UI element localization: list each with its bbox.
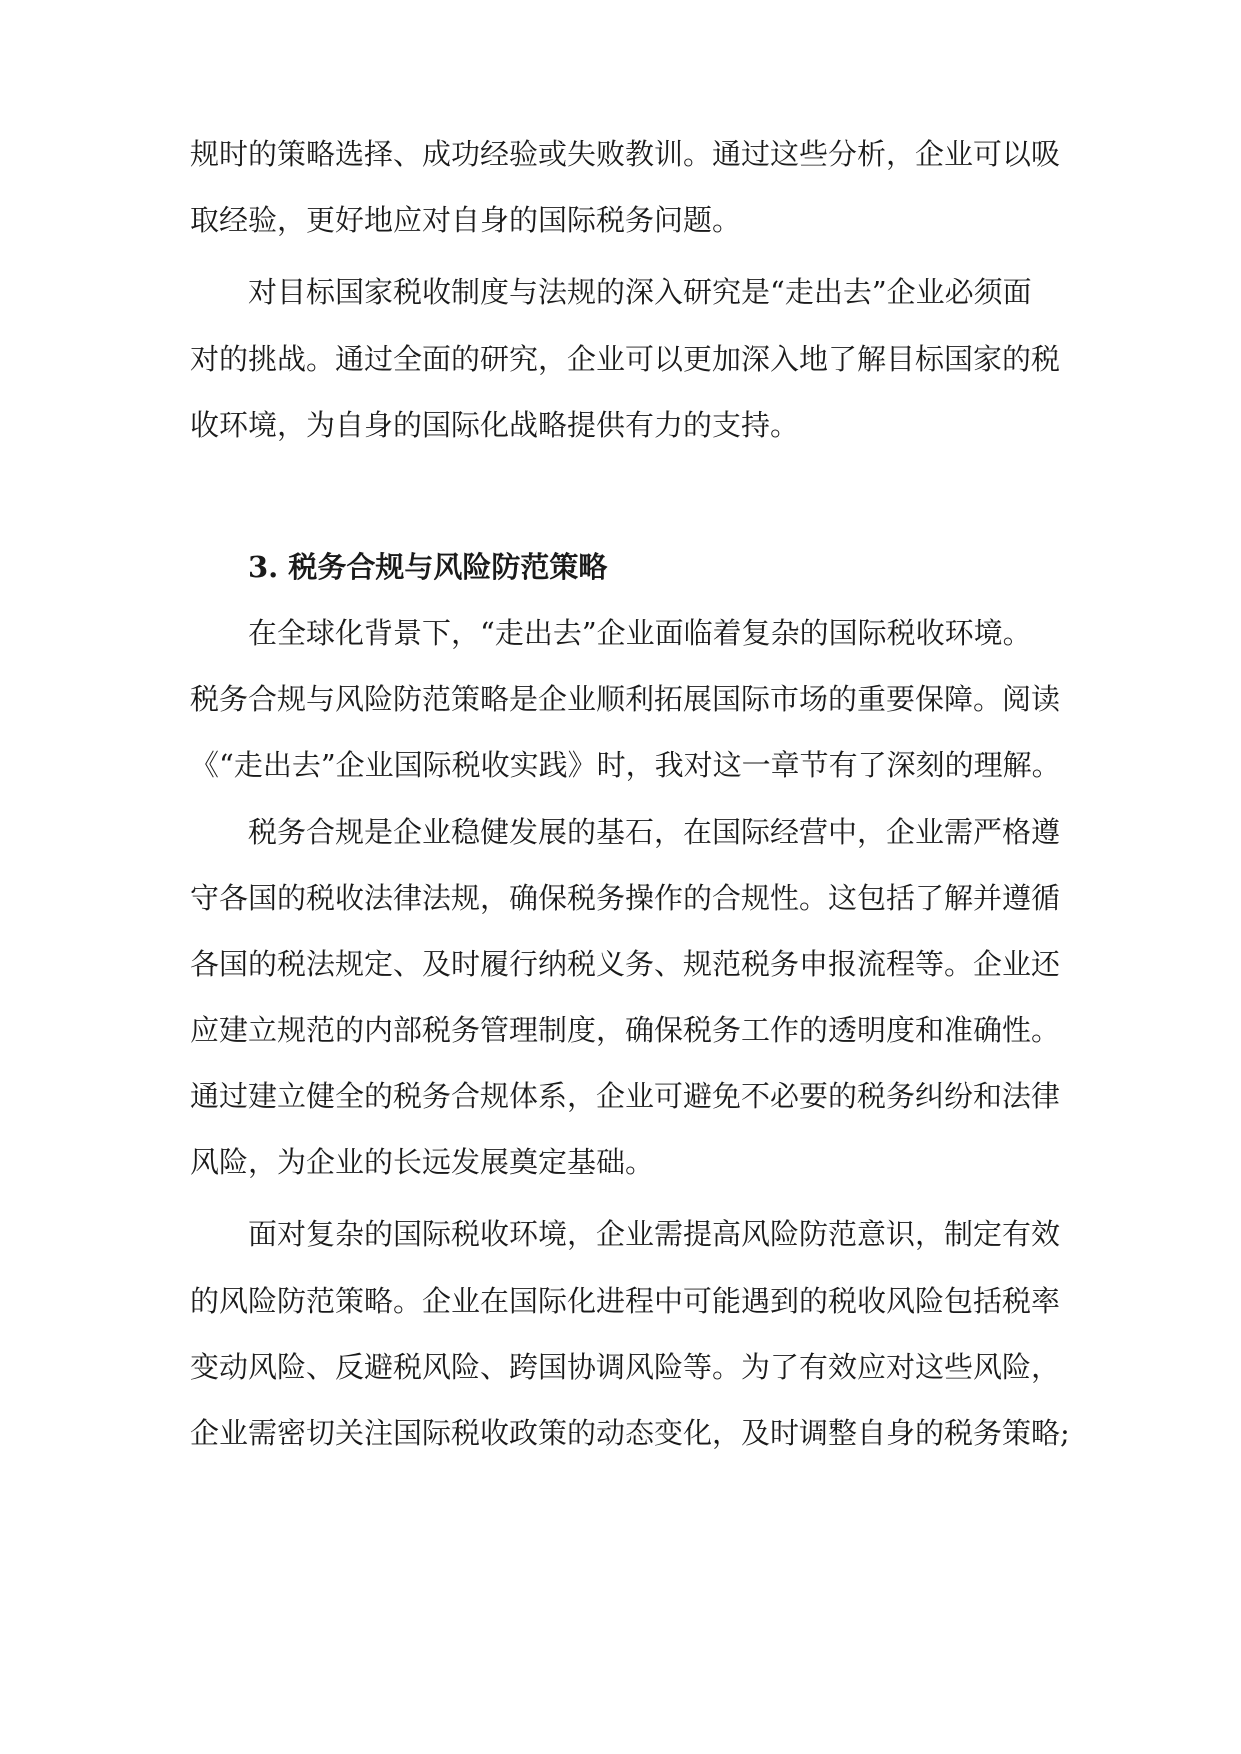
paragraph-2-line-3: 收环境，为自身的国际化战略提供有力的支持。 xyxy=(190,408,800,442)
paragraph-5-line-1: 面对复杂的国际税收环境，企业需提高风险防范意识，制定有效 xyxy=(248,1217,1061,1251)
paragraph-4-line-5: 通过建立健全的税务合规体系，企业可避免不必要的税务纠纷和法律 xyxy=(190,1079,1061,1113)
paragraph-1-line-1: 规时的策略选择、成功经验或失败教训。通过这些分析，企业可以吸 xyxy=(190,137,1061,171)
section-heading: 3. 税务合规与风险防范策略 xyxy=(248,550,608,584)
paragraph-1-line-2: 取经验，更好地应对自身的国际税务问题。 xyxy=(190,203,742,237)
paragraph-5-line-2: 的风险防范策略。企业在国际化进程中可能遇到的税收风险包括税率 xyxy=(190,1284,1061,1318)
paragraph-3-line-3: 《“走出去”企业国际税收实践》时，我对这一章节有了深刻的理解。 xyxy=(190,748,1061,782)
paragraph-4-line-2: 守各国的税收法律法规，确保税务操作的合规性。这包括了解并遵循 xyxy=(190,881,1061,915)
paragraph-3-line-2: 税务合规与风险防范策略是企业顺利拓展国际市场的重要保障。阅读 xyxy=(190,682,1061,716)
paragraph-4-line-1: 税务合规是企业稳健发展的基石，在国际经营中，企业需严格遵 xyxy=(248,815,1061,849)
paragraph-2-line-2: 对的挑战。通过全面的研究，企业可以更加深入地了解目标国家的税 xyxy=(190,342,1061,376)
paragraph-5-line-4: 企业需密切关注国际税收政策的动态变化，及时调整自身的税务策略; xyxy=(190,1416,1070,1450)
paragraph-4-line-6: 风险，为企业的长远发展奠定基础。 xyxy=(190,1145,655,1179)
paragraph-4-line-4: 应建立规范的内部税务管理制度，确保税务工作的透明度和准确性。 xyxy=(190,1013,1061,1047)
paragraph-2-line-1: 对目标国家税收制度与法规的深入研究是“走出去”企业必须面 xyxy=(248,275,1032,309)
paragraph-5-line-3: 变动风险、反避税风险、跨国协调风险等。为了有效应对这些风险， xyxy=(190,1350,1061,1384)
paragraph-4-line-3: 各国的税法规定、及时履行纳税义务、规范税务申报流程等。企业还 xyxy=(190,947,1061,981)
paragraph-3-line-1: 在全球化背景下，“走出去”企业面临着复杂的国际税收环境。 xyxy=(248,616,1032,650)
